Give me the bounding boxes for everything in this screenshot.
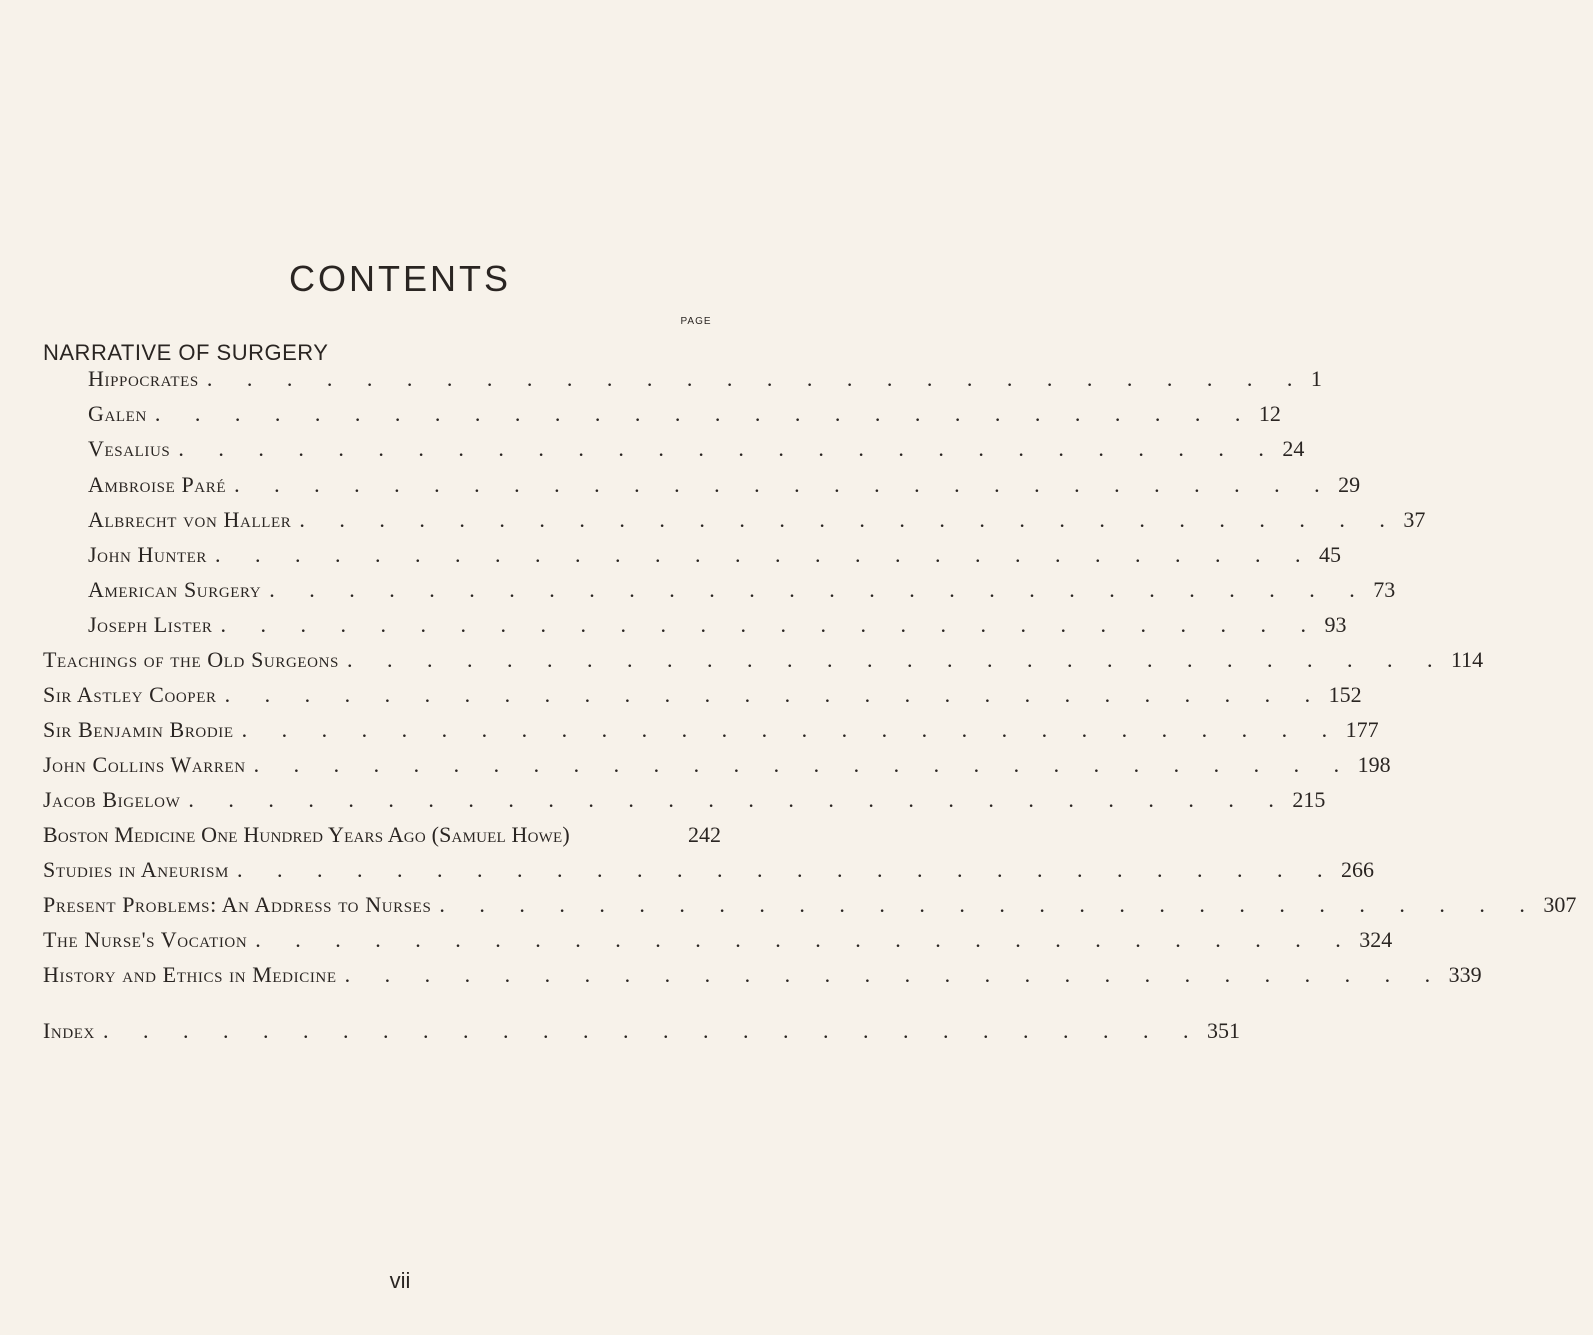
- toc-entry-title: Ambroise Paré: [88, 472, 227, 497]
- toc-entry-present-problems: [43, 892, 1577, 922]
- toc-entry-studies-in-aneurism: [43, 857, 1374, 887]
- toc-entry-john-collins-warren: [43, 752, 1391, 782]
- toc-entry-sir-benjamin-brodie: [43, 717, 1379, 747]
- dot-leader: . . . . . . . . . . . . . . . . . . . . . . . . . . . .: [346, 647, 1447, 672]
- toc-entry-page: 45: [1319, 542, 1342, 567]
- dot-leader: . . . . . . . . . . . . . . . . . . . . . . . . . . . .: [215, 542, 1316, 567]
- toc-entry-page: 215: [1292, 787, 1326, 812]
- toc-entry-title: Joseph Lister: [88, 612, 213, 637]
- page-column-label: PAGE: [680, 316, 712, 327]
- dot-leader: . . . . . . . . . . . . . . . . . . . . . . . . . . . .: [439, 892, 1540, 917]
- toc-entry-page: 339: [1448, 962, 1482, 987]
- toc-entry-title: Hippocrates: [88, 366, 199, 391]
- toc-entry-page: 114: [1450, 647, 1484, 672]
- toc-entry-page: 12: [1258, 401, 1281, 426]
- toc-entry-title: Jacob Bigelow: [43, 787, 181, 812]
- section-heading: NARRATIVE OF SURGERY: [43, 340, 329, 365]
- toc-entry-title: American Surgery: [88, 577, 262, 602]
- dot-leader: . . . . . . . . . . . . . . . . . . . . . . . . . . . .: [206, 366, 1307, 391]
- dot-leader: . . . . . . . . . . . . . . . . . . . . . . . . . . . .: [255, 927, 1356, 952]
- toc-entry-ambroise-pare: [88, 472, 1361, 502]
- toc-entry-american-surgery: [88, 577, 1396, 607]
- toc-entry-title: Sir Astley Cooper: [43, 682, 217, 707]
- toc-entry-page: 198: [1357, 752, 1391, 777]
- toc-entry-vesalius: [88, 436, 1305, 466]
- toc-entry-page: 24: [1282, 436, 1305, 461]
- dot-leader: . . . . . . . . . . . . . . . . . . . . . . . . . . . .: [188, 787, 1289, 812]
- dot-leader: . . . . . . . . . . . . . . . . . . . . . . . . . . . .: [344, 962, 1445, 987]
- toc-entry-teachings-old-surgeons: [43, 647, 1484, 677]
- dot-leader: . . . . . . . . . . . . . . . . . . . . . . . . . . . .: [224, 682, 1325, 707]
- dot-leader: . . . . . . . . . . . . . . . . . . . . . . . . . . . .: [234, 472, 1335, 497]
- toc-entry-title: Index: [43, 1018, 95, 1043]
- toc-entry-john-hunter: [88, 542, 1342, 572]
- toc-entry-title: The Nurse's Vocation: [43, 927, 248, 952]
- toc-entry-page: 37: [1403, 507, 1426, 532]
- page-title: CONTENTS: [289, 258, 511, 299]
- toc-entry-title: Sir Benjamin Brodie: [43, 717, 234, 742]
- toc-entry-albrecht-von-haller: [88, 507, 1426, 537]
- dot-leader: . . . . . . . . . . . . . . . . . . . . . . . . . . . .: [236, 857, 1337, 882]
- dot-leader: . . . . . . . . . . . . . . . . . . . . . . . . . . . .: [178, 436, 1279, 461]
- toc-entry-page: 351: [1207, 1018, 1240, 1043]
- dot-leader: . . . . . . . . . . . . . . . . . . . . . . . . . . . .: [299, 507, 1400, 532]
- toc-entry-sir-astley-cooper: [43, 682, 1362, 712]
- toc-entry-title: Teachings of the Old Surgeons: [43, 647, 339, 672]
- toc-entry-hippocrates: [88, 366, 1322, 396]
- dot-leader: . . . . . . . . . . . . . . . . . . . . . . . . . . . .: [253, 752, 1354, 777]
- toc-entry-page: 1: [1310, 366, 1322, 391]
- toc-entry-page: 29: [1338, 472, 1361, 497]
- dot-leader: . . . . . . . . . . . . . . . . . . . . . . . . . . . .: [269, 577, 1370, 602]
- toc-entry-page: 177: [1345, 717, 1379, 742]
- toc-entry-title: Boston Medicine One Hundred Years Ago (Samuel Howe): [43, 822, 570, 847]
- toc-entry-page: 152: [1328, 682, 1362, 707]
- toc-entry-title: History and Ethics in Medicine: [43, 962, 337, 987]
- toc-entry-nurses-vocation: [43, 927, 1393, 957]
- toc-entry-page: 324: [1359, 927, 1393, 952]
- toc-entry-title: Present Problems: An Address to Nurses: [43, 892, 432, 917]
- toc-entry-title: Galen: [88, 401, 147, 426]
- toc-entry-page: 93: [1324, 612, 1347, 637]
- dot-leader: . . . . . . . . . . . . . . . . . . . . . . . . . . . .: [154, 401, 1255, 426]
- toc-entry-boston-medicine: [43, 822, 738, 852]
- dot-leader: . . . . . . . . . . . . . . . . . . . . . . . . . . . .: [241, 717, 1342, 742]
- toc-entry-page: 266: [1340, 857, 1374, 882]
- toc-entry-history-ethics-medicine: [43, 962, 1482, 992]
- toc-entry-jacob-bigelow: [43, 787, 1326, 817]
- toc-entry-page: 73: [1373, 577, 1396, 602]
- dot-leader: . . . . . . . . . . . . . . . . . . . . . . . . . . . .: [220, 612, 1321, 637]
- dot-leader: . . . . . . . . . . . . . . . . . . . . . . . . . . . .: [103, 1018, 1203, 1043]
- toc-entry-galen: [88, 401, 1281, 431]
- toc-entry-title: Studies in Aneurism: [43, 857, 229, 882]
- page-number: vii: [389, 1268, 411, 1293]
- toc-entry-title: Vesalius: [88, 436, 171, 461]
- toc-entry-title: Albrecht von Haller: [88, 507, 292, 532]
- toc-entry-title: John Collins Warren: [43, 752, 246, 777]
- toc-entry-page: 307: [1543, 892, 1577, 917]
- toc-entry-title: John Hunter: [88, 542, 208, 567]
- toc-entry-page: 242: [688, 822, 721, 847]
- toc-entry-joseph-lister: [88, 612, 1347, 642]
- toc-entry-index: [43, 1018, 1240, 1048]
